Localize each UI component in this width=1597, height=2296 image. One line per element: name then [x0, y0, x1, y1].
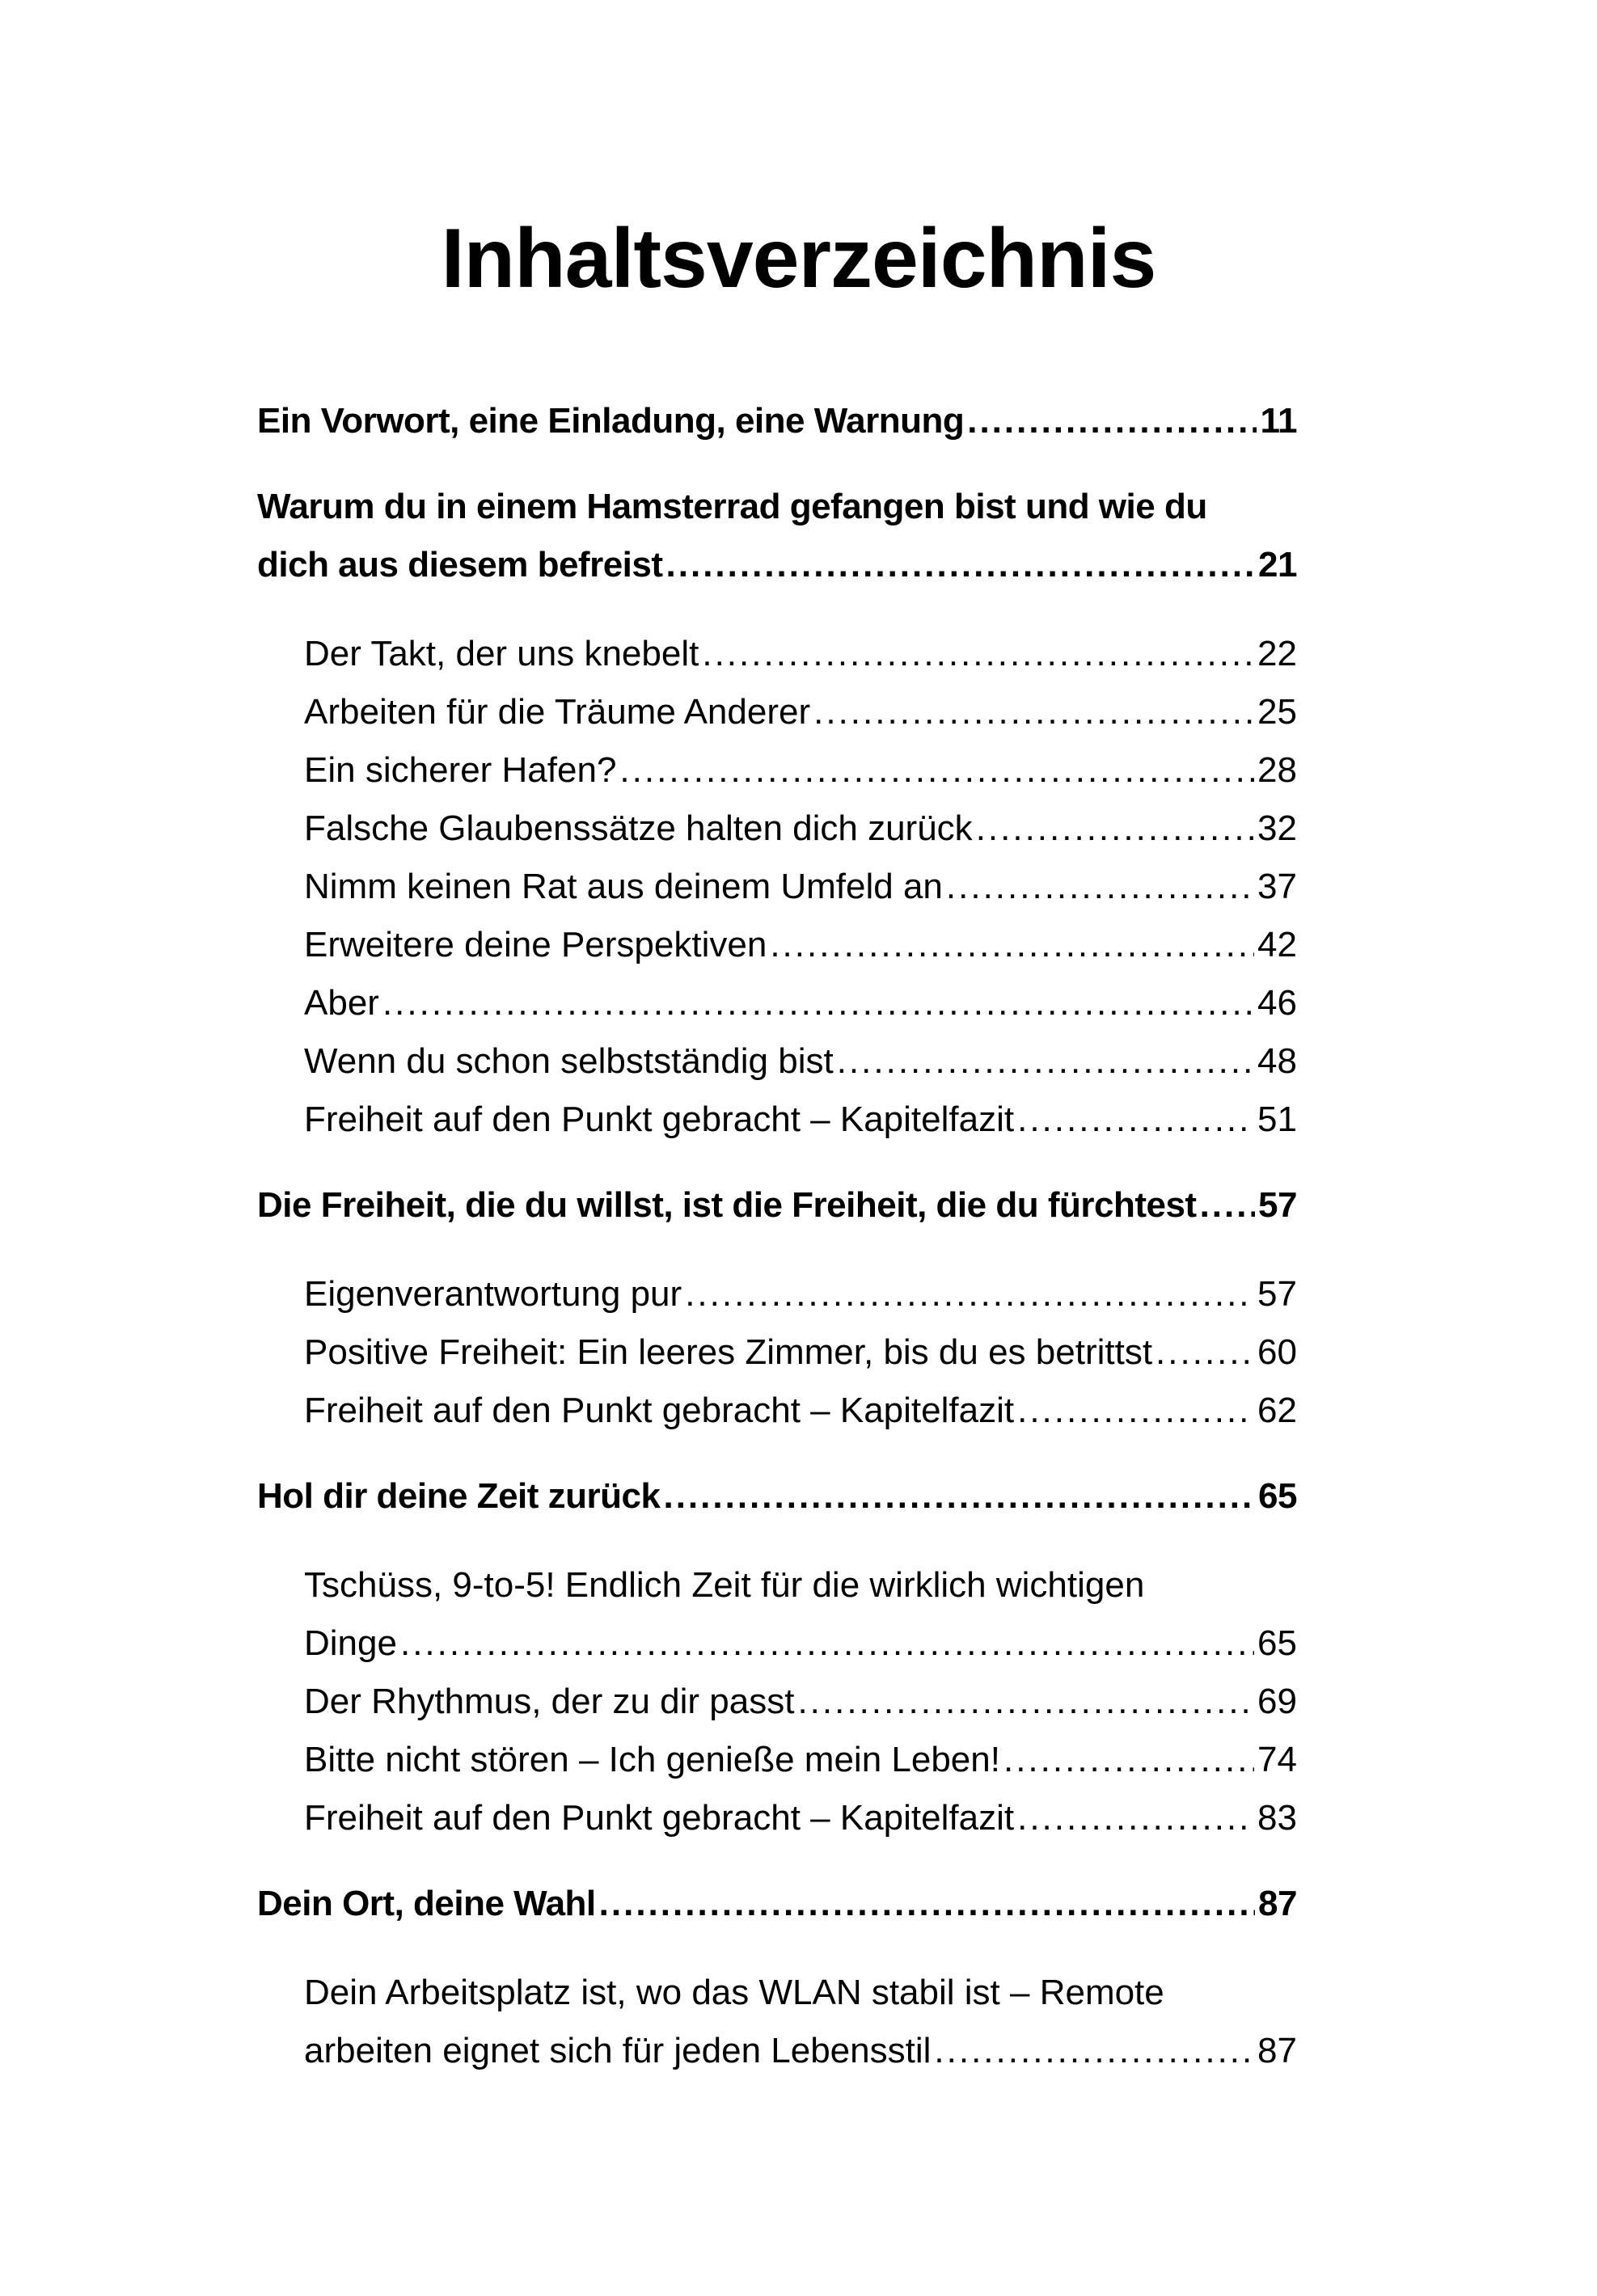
dot-leader	[946, 858, 1254, 916]
toc-entry-title: Nimm keinen Rat aus deinem Umfeld an	[304, 867, 943, 906]
toc-page-number: 87	[1258, 1884, 1297, 1923]
toc-entry-title: Positive Freiheit: Ein leeres Zimmer, bis du es betrittst	[304, 1332, 1153, 1372]
toc-entry-title: dich aus diesem befreist	[257, 545, 663, 585]
toc-section-entry[interactable]	[257, 1265, 1297, 1323]
dot-leader	[619, 741, 1254, 800]
toc-entry-title: Bitte nicht stören – Ich genieße mein Leben!	[304, 1740, 1000, 1779]
toc-section-entry[interactable]	[257, 858, 1297, 916]
toc-section-entry[interactable]	[257, 916, 1297, 974]
page-title: Inhaltsverzeichnis	[441, 212, 1156, 306]
dot-leader	[1003, 1731, 1254, 1789]
toc-entry-title: Falsche Glaubenssätze halten dich zurück	[304, 808, 973, 848]
toc-page-number: 65	[1257, 1623, 1297, 1663]
toc-entry-title: Eigenverantwortung pur	[304, 1274, 682, 1314]
toc-page-number: 25	[1257, 692, 1297, 732]
toc-section-entry[interactable]	[257, 1964, 1297, 2080]
toc-section-entry[interactable]	[257, 800, 1297, 858]
toc-page-number: 42	[1257, 925, 1297, 964]
toc-entry-title-line: Warum du in einem Hamsterrad gefangen bist und wie du	[257, 487, 1207, 526]
toc-page-number: 22	[1257, 634, 1297, 673]
toc-page-number: 46	[1257, 983, 1297, 1023]
toc-chapter-entry[interactable]	[257, 1467, 1297, 1526]
toc-entry-title: Ein Vorwort, eine Einladung, eine Warnung	[257, 401, 965, 441]
toc-chapter-entry[interactable]	[257, 1875, 1297, 1933]
dot-leader	[1017, 1382, 1254, 1440]
dot-leader	[813, 683, 1254, 741]
toc-entry-title: Erweitere deine Perspektiven	[304, 925, 767, 964]
toc-section-entry[interactable]	[257, 1382, 1297, 1440]
toc-entry-title: arbeiten eignet sich für jeden Lebensstil	[304, 2031, 932, 2070]
toc-entry-title: Aber	[304, 983, 379, 1023]
toc-section-entry[interactable]	[257, 1673, 1297, 1731]
toc-entry-title: Ein sicherer Hafen?	[304, 750, 617, 790]
dot-leader	[976, 800, 1254, 858]
toc-entry-title-line: Tschüss, 9-to-5! Endlich Zeit für die wirklich wichtigen	[304, 1565, 1145, 1605]
dot-leader	[1200, 1176, 1255, 1235]
toc-page-number: 48	[1257, 1041, 1297, 1081]
toc-entry-title-line: Dein Arbeitsplatz ist, wo das WLAN stabil ist – Remote	[304, 1973, 1164, 2012]
toc-section-entry[interactable]	[257, 1323, 1297, 1382]
toc-section-entry[interactable]	[257, 625, 1297, 683]
toc-page-number: 69	[1257, 1682, 1297, 1721]
toc-page-number: 60	[1257, 1332, 1297, 1372]
dot-leader	[837, 1032, 1254, 1091]
dot-leader	[663, 1467, 1255, 1526]
toc-section-entry[interactable]	[257, 1731, 1297, 1789]
toc-page-number: 83	[1257, 1798, 1297, 1838]
toc-page-number: 74	[1257, 1740, 1297, 1779]
dot-leader	[1156, 1323, 1254, 1382]
dot-leader	[685, 1265, 1254, 1323]
toc-page-number: 57	[1257, 1274, 1297, 1314]
dot-leader	[1017, 1091, 1254, 1149]
toc-page-number: 21	[1258, 545, 1297, 585]
toc-page-number: 62	[1257, 1391, 1297, 1430]
toc-entry-title: Freiheit auf den Punkt gebracht – Kapitelfazit	[304, 1391, 1015, 1430]
toc-entry-title: Freiheit auf den Punkt gebracht – Kapitelfazit	[304, 1798, 1015, 1838]
toc-page-number: 28	[1257, 750, 1297, 790]
dot-leader	[770, 916, 1254, 974]
toc-chapter-entry[interactable]	[257, 478, 1297, 594]
dot-leader	[1017, 1789, 1254, 1847]
toc-section-entry[interactable]	[257, 741, 1297, 800]
toc-entry-title: Dein Ort, deine Wahl	[257, 1884, 596, 1923]
dot-leader	[702, 625, 1254, 683]
toc-entry-title: Arbeiten für die Träume Anderer	[304, 692, 811, 732]
toc-chapter-entry[interactable]	[257, 1176, 1297, 1235]
toc-entry-title: Hol dir deine Zeit zurück	[257, 1476, 661, 1516]
toc-entry-title: Wenn du schon selbstständig bist	[304, 1041, 834, 1081]
toc-entry-title: Die Freiheit, die du willst, ist die Freiheit, die du fürchtest	[257, 1185, 1197, 1225]
toc-entry-title: Der Rhythmus, der zu dir passt	[304, 1682, 795, 1721]
toc-page-number: 51	[1257, 1099, 1297, 1139]
dot-leader	[666, 536, 1256, 594]
toc-entry-title: Freiheit auf den Punkt gebracht – Kapitelfazit	[304, 1099, 1015, 1139]
toc-section-entry[interactable]	[257, 1556, 1297, 1673]
toc-section-entry[interactable]	[257, 974, 1297, 1032]
toc-page-number: 57	[1258, 1185, 1297, 1225]
dot-leader	[797, 1673, 1254, 1731]
toc-section-entry[interactable]	[257, 1032, 1297, 1091]
toc-page-number: 32	[1257, 808, 1297, 848]
dot-leader	[599, 1875, 1255, 1933]
dot-leader	[382, 974, 1254, 1032]
table-of-contents	[257, 392, 1297, 2080]
toc-entry-title: Der Takt, der uns knebelt	[304, 634, 699, 673]
toc-page-number: 37	[1257, 867, 1297, 906]
toc-section-entry[interactable]	[257, 1789, 1297, 1847]
dot-leader	[934, 2022, 1254, 2080]
toc-section-entry[interactable]	[257, 683, 1297, 741]
toc-section-entry[interactable]	[257, 1091, 1297, 1149]
dot-leader	[400, 1614, 1254, 1673]
toc-entry-title: Dinge	[304, 1623, 397, 1663]
toc-page-number: 11	[1260, 401, 1297, 441]
toc-page-number: 65	[1258, 1476, 1297, 1516]
toc-page-number: 87	[1257, 2031, 1297, 2070]
toc-chapter-entry[interactable]	[257, 392, 1297, 450]
dot-leader	[967, 392, 1257, 450]
